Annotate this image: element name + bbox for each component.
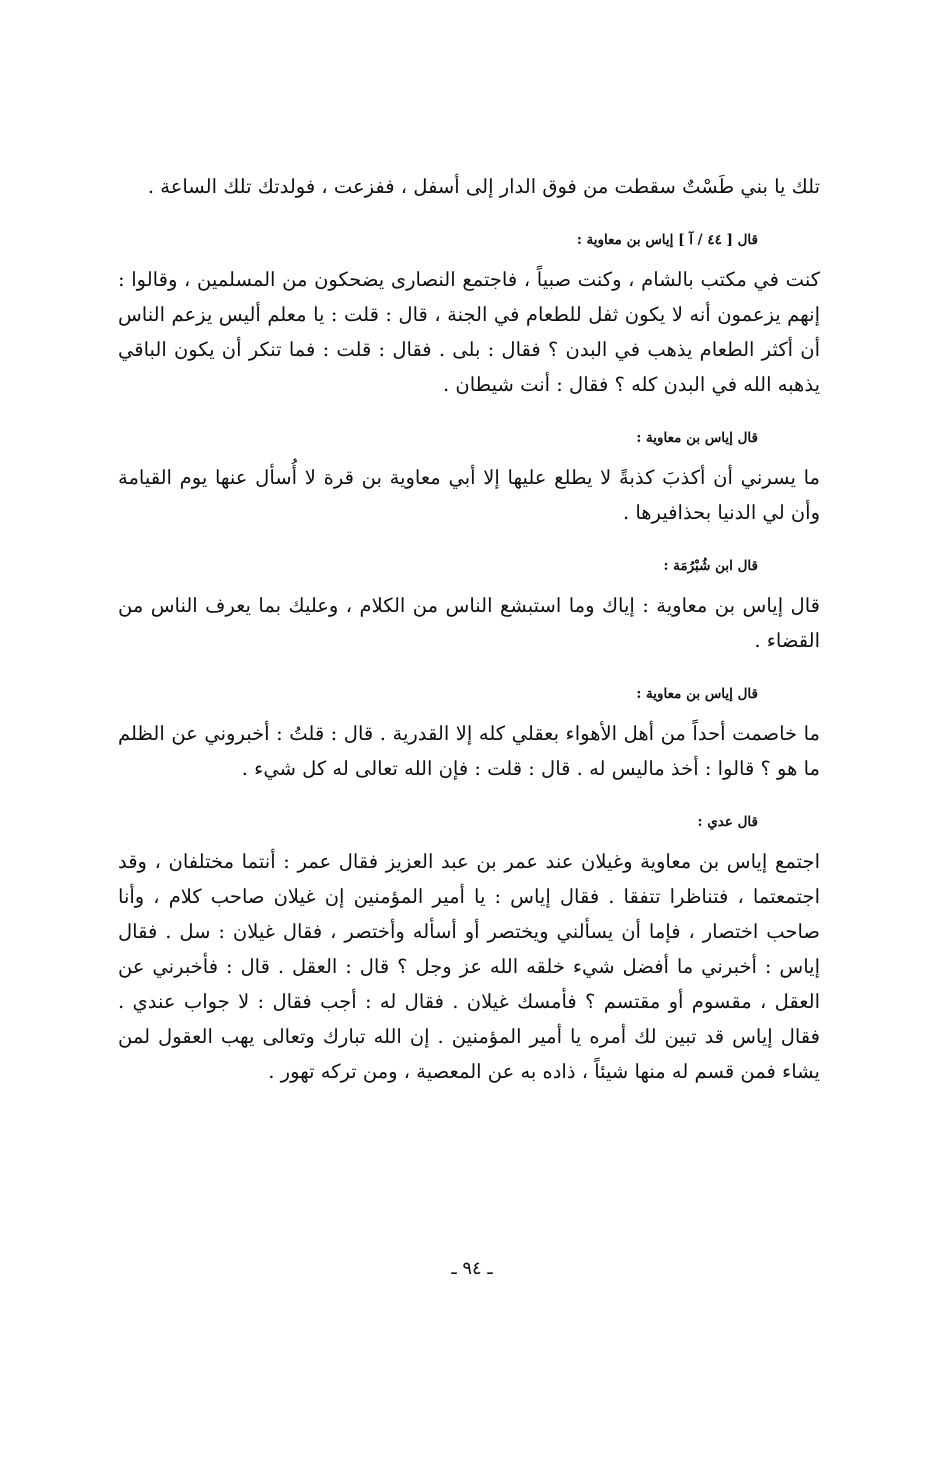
section-heading: قال [ ٤٤ / آ ] إياس بن معاوية :	[576, 232, 758, 248]
section-heading: قال عدي :	[697, 814, 758, 830]
section-body: اجتمع إياس بن معاوية وغيلان عند عمر بن عبد العزيز فقال عمر : أنتما مختلفان ، وقد اجتمعتما ، فتناظرا تتفقا . فقال إياس : يا أمير المؤمنين إن غيلان صاحب كلام ، وأنا صاحب اختصار ، فإما أن يسألني ويختصر أو أسأله وأختصر ، فقال غيلان : سل . فقال إياس : أخبرني ما أفضل شيء خلقه الله عز وجل ؟ قال : العقل . قال : فأخبرني عن العقل ، مقسوم أو مقتسم ؟ فأمسك غيلان . فقال له : أجب فقال : لا جواب عندي . فقال إياس قد تبين لك أمره يا أمير المؤمنين . إن الله تبارك وتعالى يهب العقول لمن يشاء فمن قسم له منها شيئاً ، ذاده به عن المعصية ، ومن تركه تهور .	[118, 850, 820, 1083]
section-heading: قال إياس بن معاوية :	[636, 430, 758, 446]
section-body: كنت في مكتب بالشام ، وكنت صبياً ، فاجتمع النصارى يضحكون من المسلمين ، وقالوا : إنهم يزعمون أنه لا يكون ثفل للطعام في الجنة ، قال : قلت : يا معلم أليس يزعم الناس أن أكثر الطعام يذهب في البدن ؟ فقال : بلى . فقال : قلت : فما تنكر أن يكون الباقي يذهبه الله في البدن كله ؟ فقال : أنت شيطان .	[118, 268, 820, 396]
page-number: ـ ٩٤ ـ	[451, 1258, 493, 1279]
section-5	[118, 812, 820, 1089]
section-heading: قال إياس بن معاوية :	[636, 686, 758, 702]
section-body: قال إياس بن معاوية : إياك وما استبشع الناس من الكلام ، وعليك بما يعرف الناس من القضاء .	[118, 594, 820, 652]
section-1	[118, 230, 820, 402]
page-body	[118, 165, 820, 1089]
opening-paragraph: تلك يا بني طَسْتٌ سقطت من فوق الدار إلى أسفل ، ففزعت ، فولدتك تلك الساعة .	[147, 175, 820, 198]
section-4	[118, 684, 820, 786]
section-3	[118, 556, 820, 658]
section-heading: قال ابن شُبْرُمَة :	[663, 558, 758, 574]
section-2	[118, 428, 820, 530]
section-body: ما خاصمت أحداً من أهل الأهواء بعقلي كله إلا القدرية . قال : قلتُ : أخبروني عن الظلم ما هو ؟ قالوا : أخذ ماليس له . قال : قلت : فإن الله تعالى له كل شيء .	[118, 722, 820, 780]
section-body: ما يسرني أن أكذبَ كذبةً لا يطلع عليها إلا أبي معاوية بن قرة لا أُسأل عنها يوم القيامة وأن لي الدنيا بحذافيرها .	[118, 466, 820, 524]
